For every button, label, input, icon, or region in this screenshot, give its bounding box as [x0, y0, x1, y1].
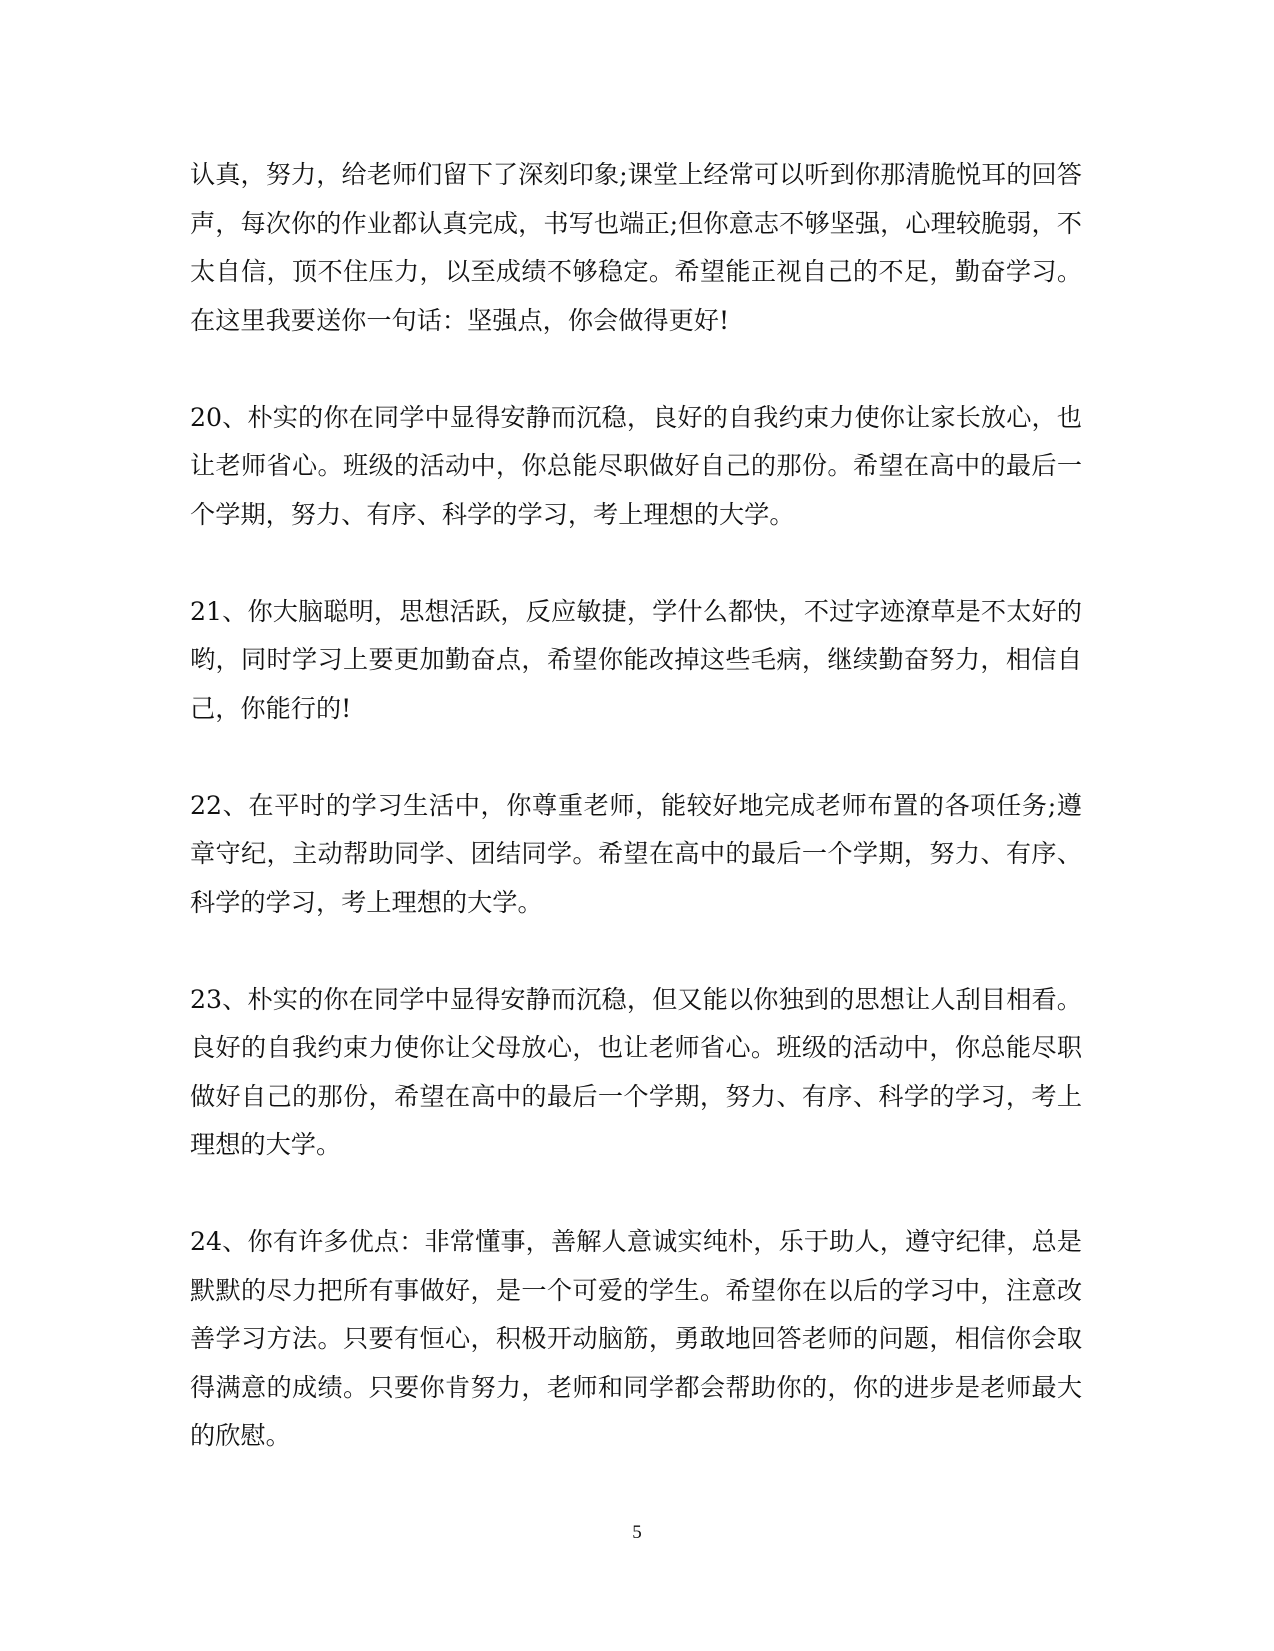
paragraph-20: 20、朴实的你在同学中显得安静而沉稳，良好的自我约束力使你让家长放心，也让老师省心。班级的活动中，你总能尽职做好自己的那份。希望在高中的最后一个学期，努力、有序、科学的学习，考上理想的大学。 — [190, 402, 1082, 529]
page-number: 5 — [632, 1522, 642, 1543]
paragraph-23: 23、朴实的你在同学中显得安静而沉稳，但又能以你独到的思想让人刮目相看。良好的自我约束力使你让父母放心，也让老师省心。班级的活动中，你总能尽职做好自己的那份，希望在高中的最后一个学期，努力、有序、科学的学习，考上理想的大学。 — [190, 984, 1082, 1159]
paragraph-24: 24、你有许多优点：非常懂事，善解人意诚实纯朴，乐于助人，遵守纪律，总是默默的尽力把所有事做好，是一个可爱的学生。希望你在以后的学习中，注意改善学习方法。只要有恒心，积极开动脑筋，勇敢地回答老师的问题，相信你会取得满意的成绩。只要你肯努力，老师和同学都会帮助你的，你的进步是老师最大的欣慰。 — [190, 1227, 1082, 1450]
paragraph-22: 22、在平时的学习生活中，你尊重老师，能较好地完成老师布置的各项任务;遵章守纪，主动帮助同学、团结同学。希望在高中的最后一个学期，努力、有序、科学的学习，考上理想的大学。 — [190, 790, 1082, 917]
page-content — [190, 151, 1082, 1509]
paragraph-21: 21、你大脑聪明，思想活跃，反应敏捷，学什么都快，不过字迹潦草是不太好的哟，同时学习上要更加勤奋点，希望你能改掉这些毛病，继续勤奋努力，相信自己，你能行的! — [190, 596, 1082, 723]
paragraph-continued: 认真，努力，给老师们留下了深刻印象;课堂上经常可以听到你那清脆悦耳的回答声，每次你的作业都认真完成，书写也端正;但你意志不够坚强，心理较脆弱，不太自信，顶不住压力，以至成绩不够稳定。希望能正视自己的不足，勤奋学习。在这里我要送你一句话：坚强点，你会做得更好! — [190, 160, 1082, 335]
